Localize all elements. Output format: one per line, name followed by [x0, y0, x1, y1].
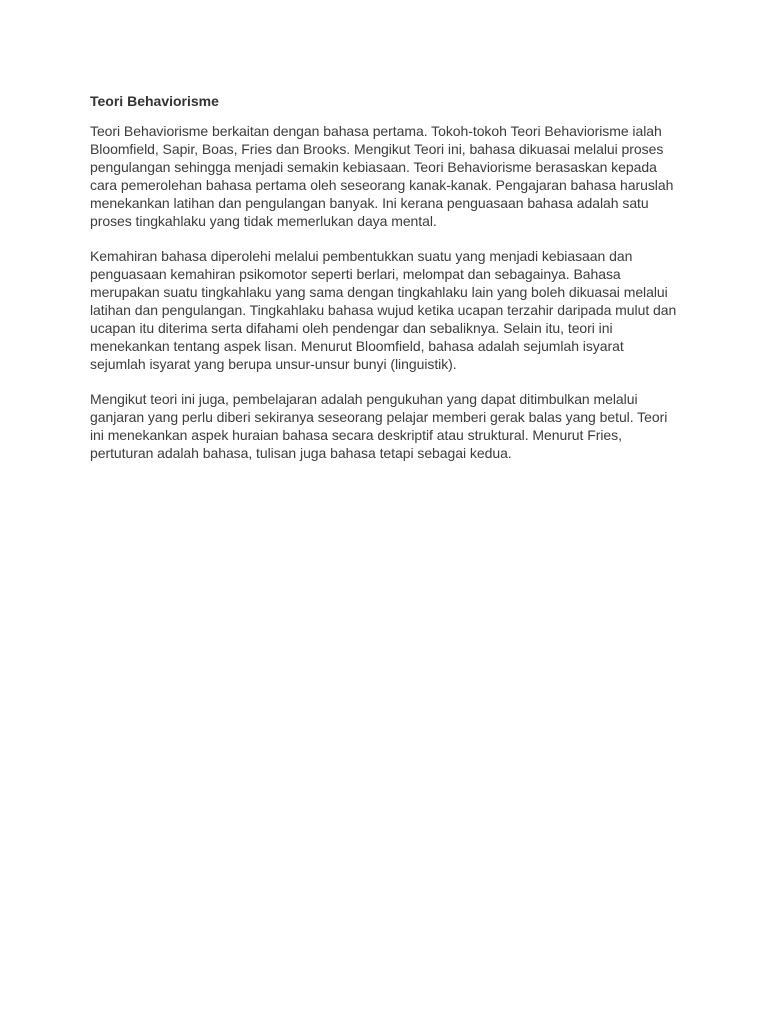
paragraph-line: menekankan latihan dan pengulangan banyak. Ini kerana penguasaan bahasa adalah satu [90, 195, 649, 211]
paragraph-line: pertuturan adalah bahasa, tulisan juga bahasa tetapi sebagai kedua. [90, 445, 512, 461]
document-title: Teori Behaviorisme [90, 93, 219, 109]
paragraph-line: sejumlah isyarat yang berupa unsur-unsur bunyi (linguistik). [90, 356, 457, 372]
paragraph-line: merupakan suatu tingkahlaku yang sama dengan tingkahlaku lain yang boleh dikuasai melalui [90, 284, 668, 300]
paragraph-line: ganjaran yang perlu diberi sekiranya seseorang pelajar memberi gerak balas yang betul. Teori [90, 409, 668, 425]
paragraph-line: proses tingkahlaku yang tidak memerlukan daya mental. [90, 213, 437, 229]
paragraph-1 [90, 122, 690, 230]
paragraph-line: cara pemerolehan bahasa pertama oleh seseorang kanak-kanak. Pengajaran bahasa haruslah [90, 177, 674, 193]
document-page [90, 92, 690, 479]
paragraph-line: ucapan itu diterima serta difahami oleh pendengar dan sebaliknya. Selain itu, teori ini [90, 320, 613, 336]
paragraph-3 [90, 390, 690, 462]
paragraph-line: Kemahiran bahasa diperolehi melalui pembentukkan suatu yang menjadi kebiasaan dan [90, 248, 633, 264]
paragraph-line: ini menekankan aspek huraian bahasa secara deskriptif atau struktural. Menurut Fries, [90, 427, 622, 443]
paragraph-2 [90, 247, 690, 373]
paragraph-line: Mengikut teori ini juga, pembelajaran adalah pengukuhan yang dapat ditimbulkan melalui [90, 391, 638, 407]
paragraph-line: Bloomfield, Sapir, Boas, Fries dan Brooks. Mengikut Teori ini, bahasa dikuasai melalui proses [90, 141, 664, 157]
paragraph-line: pengulangan sehingga menjadi semakin kebiasaan. Teori Behaviorisme berasaskan kepada [90, 159, 657, 175]
paragraph-line: penguasaan kemahiran psikomotor seperti berlari, melompat dan sebagainya. Bahasa [90, 266, 621, 282]
paragraph-line: Teori Behaviorisme berkaitan dengan bahasa pertama. Tokoh-tokoh Teori Behaviorisme ialah [90, 123, 662, 139]
paragraph-line: menekankan tentang aspek lisan. Menurut Bloomfield, bahasa adalah sejumlah isyarat [90, 338, 624, 354]
paragraph-line: latihan dan pengulangan. Tingkahlaku bahasa wujud ketika ucapan terzahir daripada mulut dan [90, 302, 677, 318]
